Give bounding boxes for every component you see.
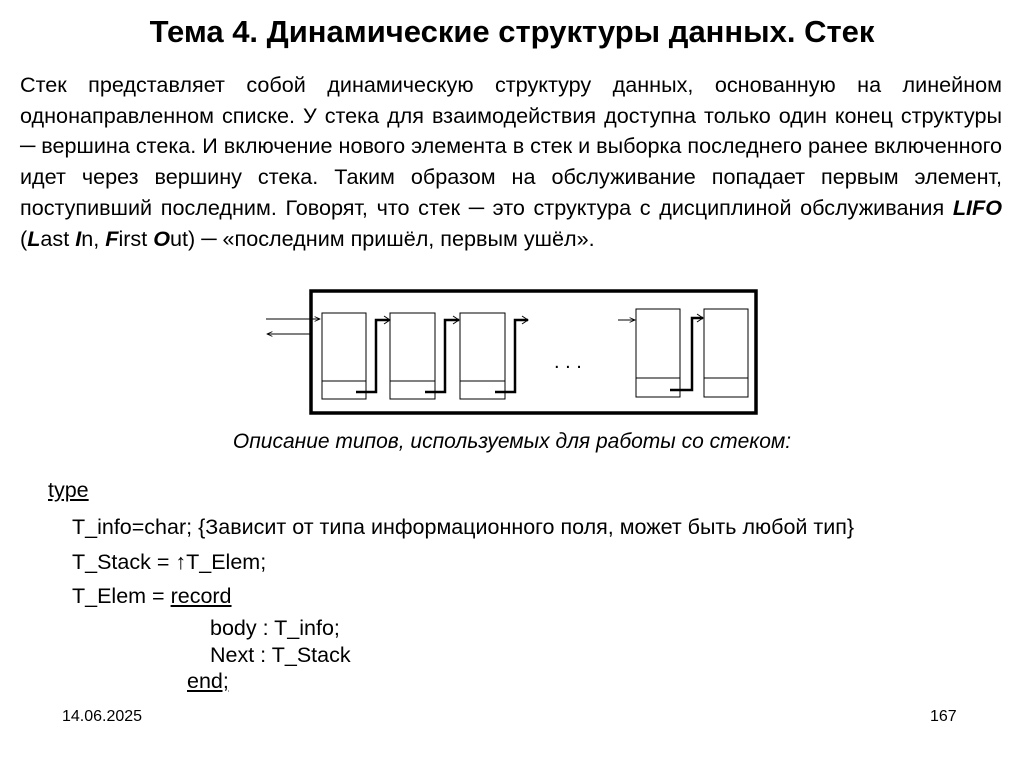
stack-node <box>322 313 366 399</box>
letter-o: O <box>153 225 171 251</box>
intro-paragraph <box>20 70 1002 254</box>
code-text: T_Elem = <box>72 584 171 608</box>
paragraph-text: ast <box>40 225 76 251</box>
stack-node <box>704 309 748 397</box>
slide-title: Тема 4. Динамические структуры данных. Стек <box>149 14 875 49</box>
paragraph-text: Стек представляет собой динамическую структуру данных, основанную на линейном однонаправленном списке. У стека для взаимодействия доступна только один конец структуры ─ вершина стека. И включение нового элемента в стек и выборка последнего ранее включенного идет через вершину стека. Таким образом на обслуживание попадает первым элемент, поступивший последним. Говорят, что стек ─ это структура с дисциплиной обслуживания <box>20 72 1002 220</box>
letter-i: I <box>75 225 82 251</box>
code-line: T_Stack = ↑T_Elem; <box>72 550 267 574</box>
ellipsis: . . . <box>554 351 582 373</box>
page-number: 167 <box>930 708 957 725</box>
stack-node <box>460 313 505 399</box>
caption: Описание типов, используемых для работы со стеком: <box>232 430 792 453</box>
footer-date: 14.06.2025 <box>62 708 143 725</box>
letter-f: F <box>105 225 119 251</box>
lifo-term: LIFO <box>952 194 1002 220</box>
code-end-keyword: end; <box>187 669 229 693</box>
code-line: Next : T_Stack <box>210 643 351 667</box>
paragraph-text: irst <box>118 225 154 251</box>
code-keyword: record <box>170 584 232 608</box>
code-type-keyword: type <box>48 478 89 502</box>
paragraph-text: ut) ─ «последним пришёл, первым ушёл». <box>170 225 595 251</box>
code-line: T_info=char; {Зависит от типа информационного поля, может быть любой тип} <box>72 515 855 539</box>
diagram-frame <box>311 291 756 413</box>
code-line <box>72 584 232 609</box>
code-line: body : T_info; <box>210 616 340 640</box>
stack-node <box>636 309 680 397</box>
stack-node <box>390 313 435 399</box>
letter-l: L <box>27 225 41 251</box>
stack-diagram <box>264 288 764 418</box>
paragraph-text: ( <box>20 225 28 251</box>
paragraph-text: n, <box>81 225 106 251</box>
